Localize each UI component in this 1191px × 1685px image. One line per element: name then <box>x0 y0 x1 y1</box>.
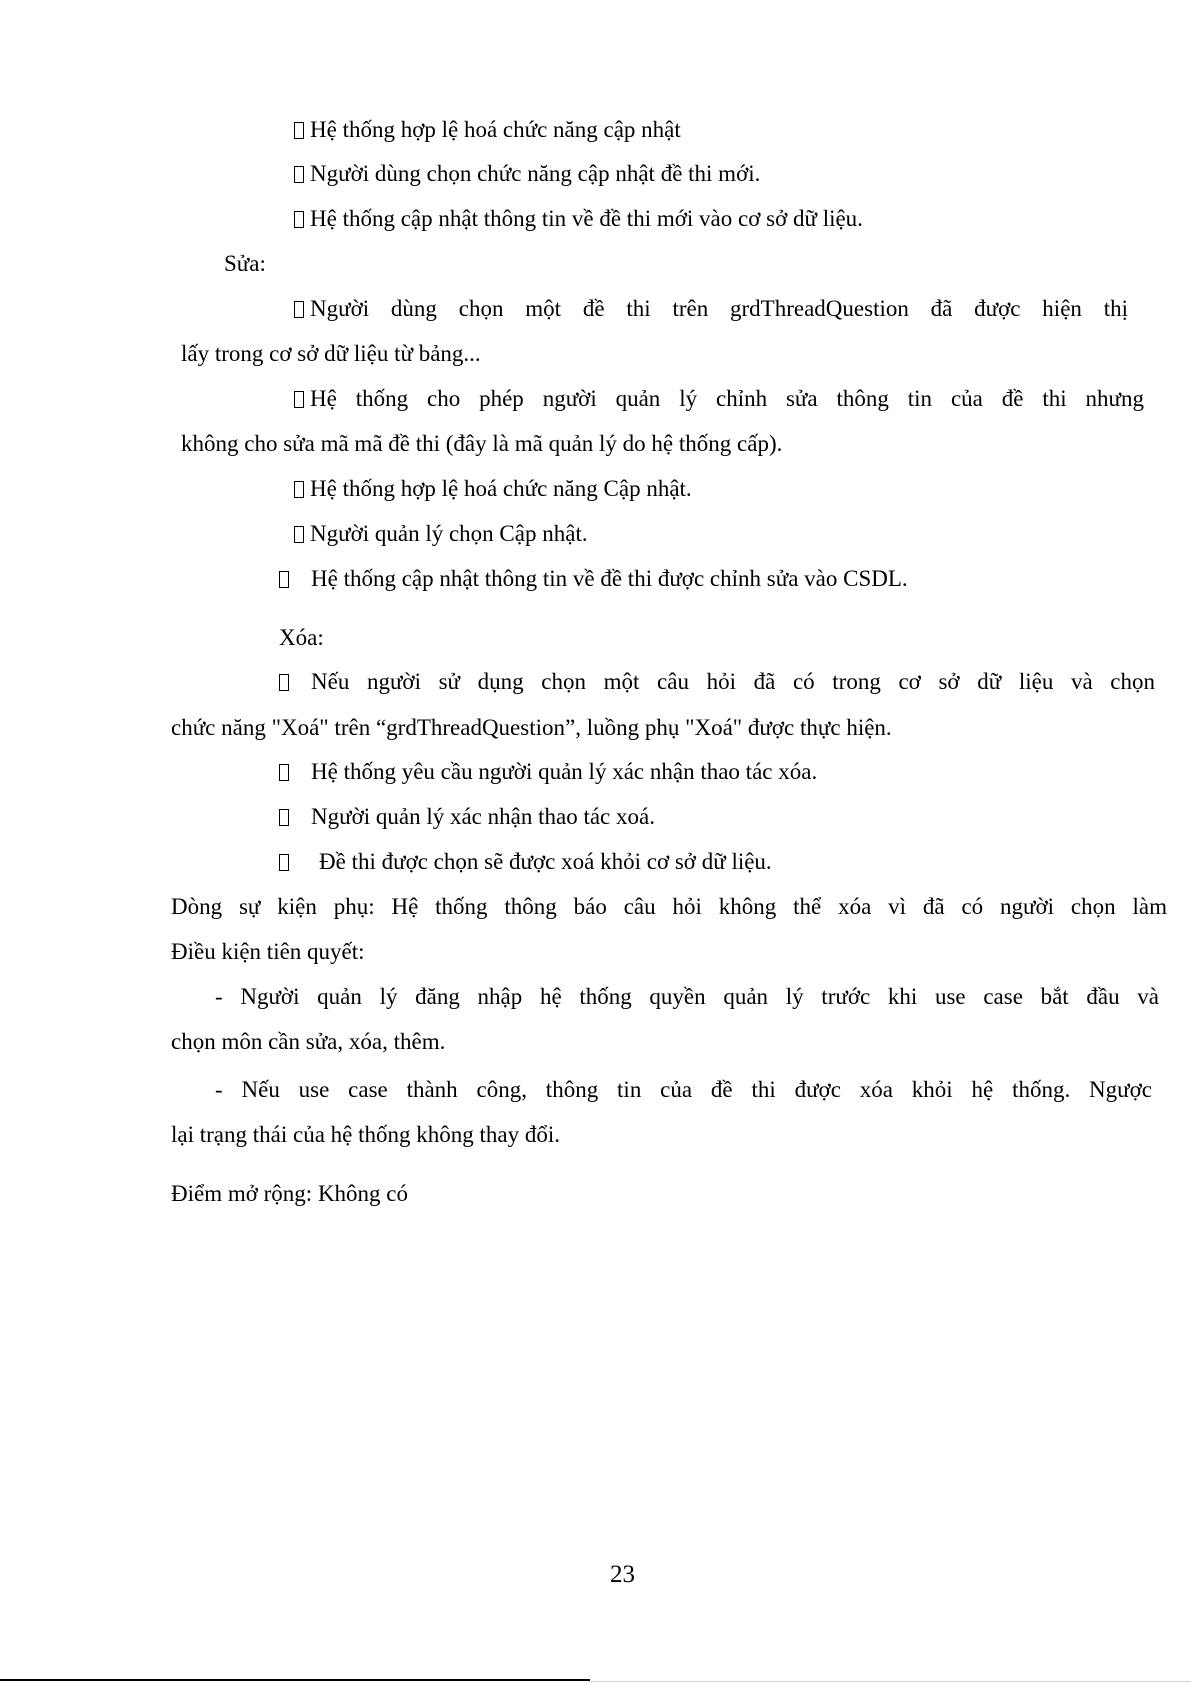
bullet-square-icon <box>294 301 304 318</box>
paragraph-line: Người dùng chọn chức năng cập nhật đề thi mới. <box>294 159 760 189</box>
bullet-square-icon <box>279 854 289 871</box>
bullet-square-icon <box>294 526 304 543</box>
section-label: Xóa: <box>279 625 324 650</box>
paragraph-line: Điều kiện tiên quyết: <box>171 939 365 964</box>
paragraph-line: không cho sửa mã mã đề thi (đây là mã quản lý do hệ thống cấp). <box>181 431 783 456</box>
paragraph-line: lại trạng thái của hệ thống không thay đổi. <box>171 1122 560 1147</box>
bullet-square-icon <box>279 674 289 691</box>
paragraph-line: Nếu người sử dụng chọn một câu hỏi đã có trong cơ sở dữ liệu và chọn <box>279 667 1155 697</box>
paragraph-line: Hệ thống hợp lệ hoá chức năng Cập nhật. <box>294 474 692 504</box>
paragraph-line: Đề thi được chọn sẽ được xoá khỏi cơ sở dữ liệu. <box>279 847 772 877</box>
paragraph-line: Hệ thống hợp lệ hoá chức năng cập nhật <box>294 115 681 145</box>
bullet-square-icon <box>279 764 289 781</box>
bullet-square-icon <box>294 211 304 228</box>
paragraph-line: Người quản lý xác nhận thao tác xoá. <box>279 802 655 832</box>
paragraph-line: Người dùng chọn một đề thi trên grdThreadQuestion đã được hiện thị <box>294 294 1128 324</box>
paragraph-line: - Nếu use case thành công, thông tin của đề thi được xóa khỏi hệ thống. Ngược <box>215 1077 1152 1102</box>
bullet-square-icon <box>279 571 289 588</box>
bullet-square-icon <box>279 809 289 826</box>
bullet-square-icon <box>294 391 304 408</box>
paragraph-line: chức năng "Xoá" trên “grdThreadQuestion”, luồng phụ "Xoá" được thực hiện. <box>171 715 892 740</box>
footer-divider-thin <box>590 1681 1191 1682</box>
bullet-square-icon <box>294 166 304 183</box>
bullet-square-icon <box>294 122 304 139</box>
paragraph-line: Hệ thống cập nhật thông tin về đề thi mới vào cơ sở dữ liệu. <box>294 204 863 234</box>
paragraph-line: lấy trong cơ sở dữ liệu từ bảng... <box>181 341 481 366</box>
section-label: Sửa: <box>224 251 266 276</box>
footer-divider <box>0 1679 590 1681</box>
paragraph-line: Hệ thống cho phép người quản lý chỉnh sửa thông tin của đề thi nhưng <box>294 384 1144 414</box>
bullet-square-icon <box>294 481 304 498</box>
paragraph-line: Điểm mở rộng: Không có <box>171 1181 409 1206</box>
paragraph-line: Người quản lý chọn Cập nhật. <box>294 519 588 549</box>
paragraph-line: Dòng sự kiện phụ: Hệ thống thông báo câu hỏi không thể xóa vì đã có người chọn làm <box>171 894 1167 919</box>
paragraph-line: Hệ thống yêu cầu người quản lý xác nhận thao tác xóa. <box>279 757 817 787</box>
paragraph-line: chọn môn cần sửa, xóa, thêm. <box>171 1029 446 1054</box>
page-number: 23 <box>610 1561 635 1588</box>
paragraph-line: - Người quản lý đăng nhập hệ thống quyền quản lý trước khi use case bắt đầu và <box>215 984 1159 1009</box>
paragraph-line: Hệ thống cập nhật thông tin về đề thi được chỉnh sửa vào CSDL. <box>279 564 908 594</box>
